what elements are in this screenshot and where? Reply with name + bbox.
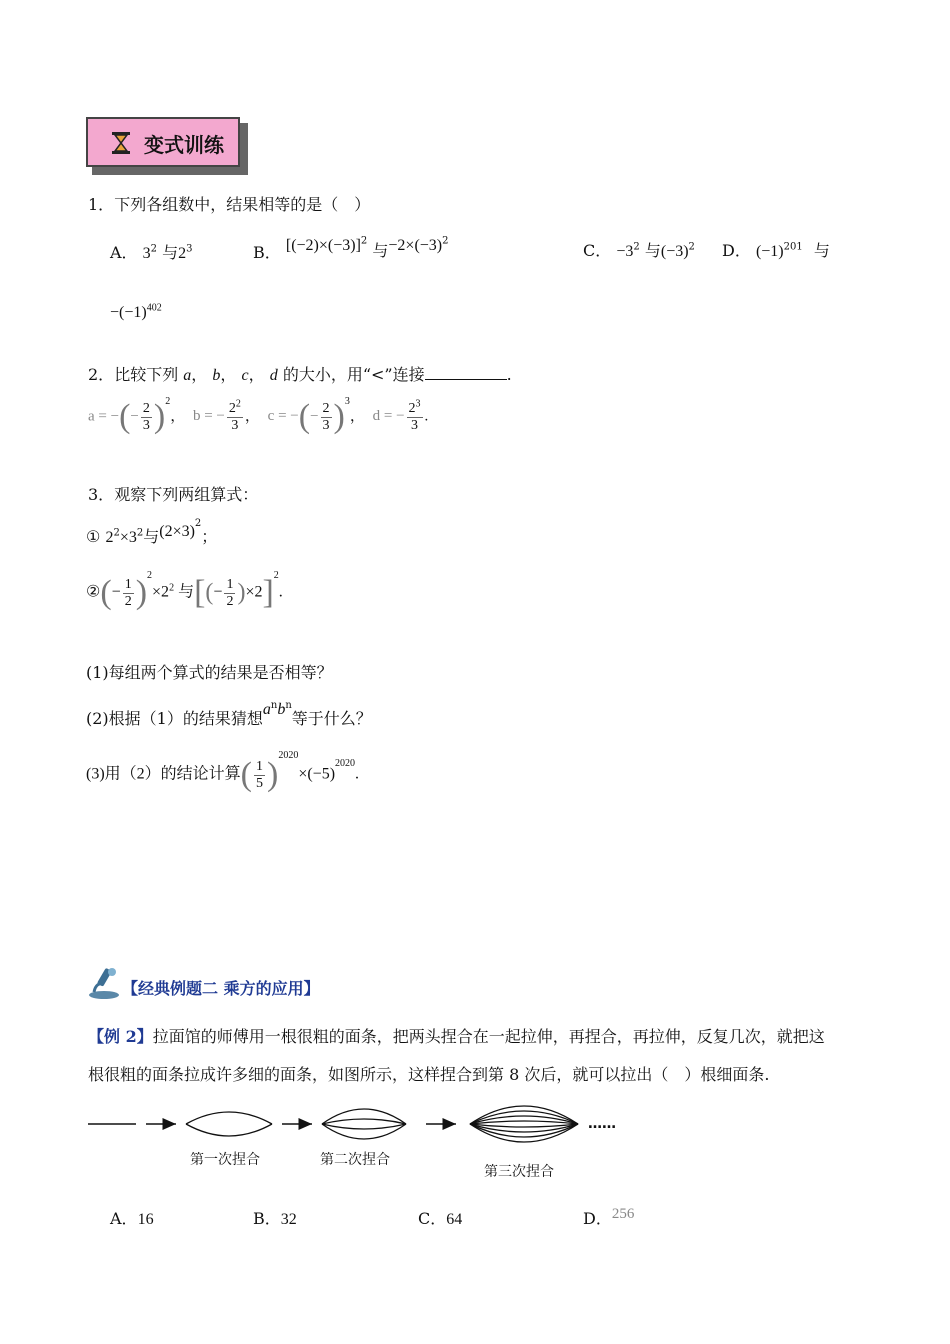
q2-stem: 2．比较下列 a， b， c， d 的大小，用“<”连接 .	[88, 365, 512, 384]
q3-part-2: (2)根据（1）的结果猜想$a^nb^n$等于什么？	[86, 699, 372, 728]
option-d[interactable]: D．256	[583, 1206, 635, 1228]
fold-1-label: 第一次捏合	[190, 1152, 260, 1168]
section-title: 变式训练	[144, 133, 224, 157]
fold-2-label: 第二次捏合	[320, 1152, 390, 1168]
q3-group-1: ① $2^2\times 3^2$与$(2\times 3)^2$；	[86, 517, 218, 546]
option-b[interactable]: B．32	[253, 1209, 297, 1228]
fold-2	[322, 1109, 406, 1139]
section-badge	[86, 117, 248, 175]
example2-line2: 根很粗的面条拉成许多细的面条，如图所示，这样捏合到第 8 次后，就可以拉出（ ）根细面条.	[88, 1065, 770, 1084]
q1-option-d-cont: $-(-1)^{402}$	[110, 302, 162, 321]
q3-stem: 3．观察下列两组算式：	[88, 485, 259, 504]
example2-line1: 【例 2】拉面馆的师傅用一根很粗的面条，把两头捏合在一起拉伸，再捏合，再拉伸，反复几次，就把这	[88, 1027, 825, 1046]
ellipsis: ……	[588, 1116, 616, 1132]
fold-1	[186, 1112, 272, 1136]
option-a[interactable]: A．16	[110, 1209, 154, 1228]
q3-group-2: ②(− $\frac{1}{2}$ )$^2\times 2^2$ 与[(− $\frac{1}{2}$ )×2]$^2$.	[86, 570, 283, 611]
q2-expressions: a = −(− $\frac{2}{3}$ )$^2$， b = − $\frac{2^2}{3}$ ， c = −(− $\frac{2}{3}$ )$^3$， d = − $\frac{2^3}{3}$ .	[88, 396, 429, 435]
fold-3-label: 第三次捏合	[484, 1164, 554, 1180]
option-c[interactable]: C．64	[418, 1209, 463, 1228]
q3-part-1: (1)每组两个算式的结果是否相等？	[86, 663, 333, 682]
fold-3	[470, 1106, 578, 1142]
q1-option-d: D． $(-1)^{201}$ 与	[722, 241, 830, 260]
q3-part-3: (3)用（2）的结论计算( $\frac{1}{5}$ )$^{2020}\times(-5)^{2020}$.	[86, 750, 360, 793]
hourglass-icon	[110, 131, 132, 155]
q1-option-a: A． $3^2$ 与$2^3$	[110, 243, 193, 262]
noodle-diagram	[80, 1090, 640, 1190]
answer-blank[interactable]	[425, 365, 507, 380]
q1-stem: 1．下列各组数中，结果相等的是（ ）	[88, 195, 371, 214]
example-header: 【经典例题二 乘方的应用】	[122, 979, 320, 998]
q1-option-c: C． $-3^2$ 与$(-3)^2$	[583, 241, 695, 260]
q1-option-b: B． $[(-2)\times(-3)]^2$ 与$-2\times(-3)^2$	[253, 235, 449, 262]
microscope-icon	[86, 964, 122, 1000]
